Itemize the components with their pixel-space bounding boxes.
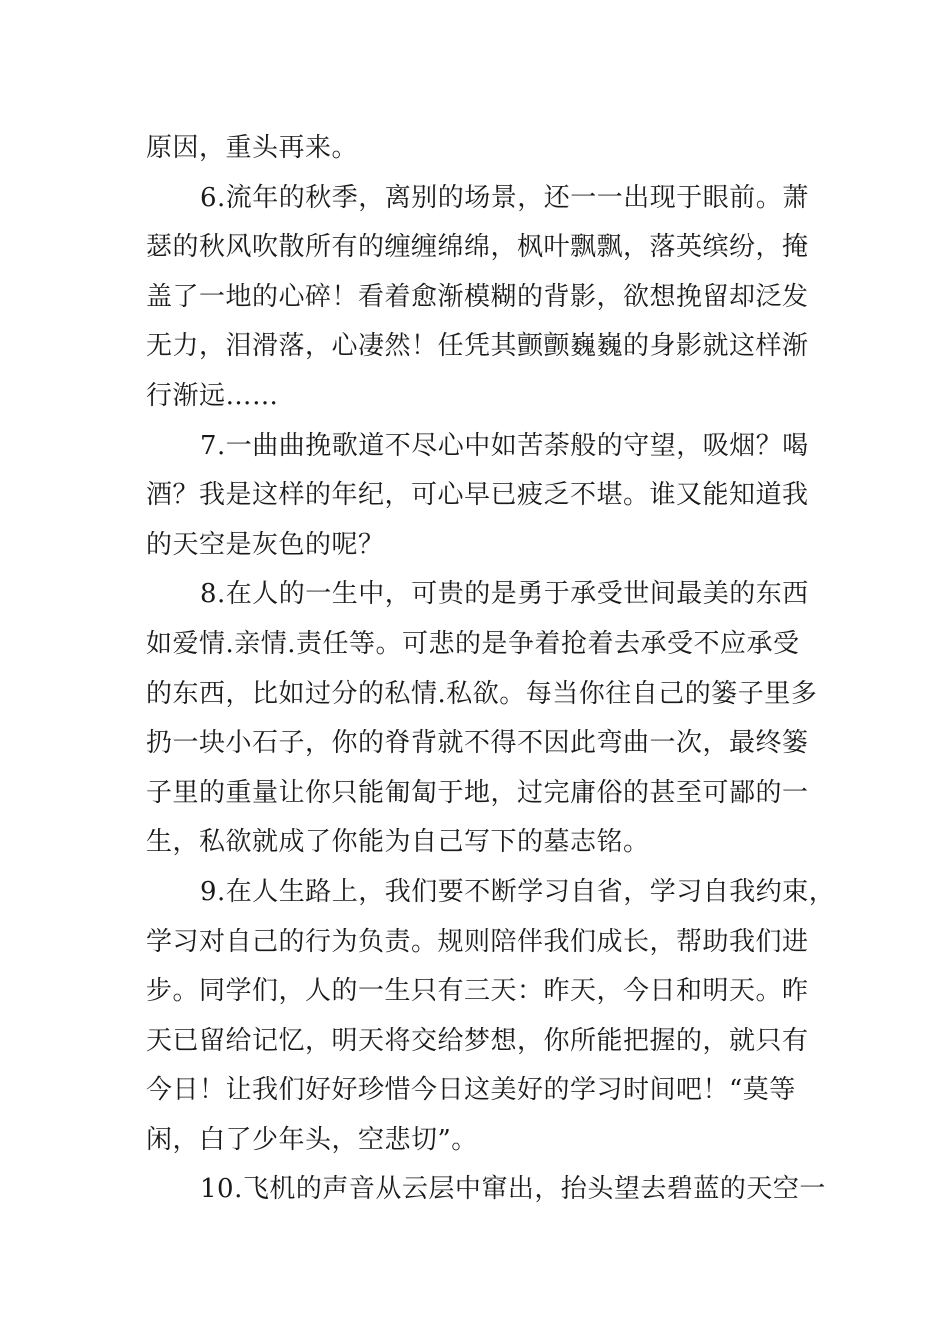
text-line: 无力，泪滑落，心凄然！任凭其颤颤巍巍的身影就这样渐 bbox=[146, 331, 809, 362]
text-line: 的东西，比如过分的私情.私欲。每当你往自己的篓子里多 bbox=[146, 678, 818, 709]
text-line: 今日！让我们好好珍惜今日这美好的学习时间吧！“莫等 bbox=[146, 1075, 796, 1106]
text-line: 行渐远…… bbox=[146, 380, 279, 411]
paragraph-6 bbox=[146, 174, 809, 422]
document-body bbox=[146, 124, 836, 1215]
text-line: 10.飞机的声音从云层中窜出，抬头望去碧蓝的天空一 bbox=[200, 1174, 826, 1205]
paragraph-5-continuation bbox=[146, 124, 806, 174]
text-line: 9.在人生路上，我们要不断学习自省，学习自我约束， bbox=[200, 876, 836, 907]
paragraph-10 bbox=[146, 1165, 826, 1215]
text-line: 原因，重头再来。 bbox=[146, 133, 359, 163]
text-line: 生，私欲就成了你能为自己写下的墓志铭。 bbox=[146, 827, 650, 858]
text-line: 7.一曲曲挽歌道不尽心中如苦荼般的守望，吸烟？喝 bbox=[200, 430, 809, 461]
text-line: 子里的重量让你只能匍匐于地，过完庸俗的甚至可鄙的一 bbox=[146, 777, 809, 808]
text-line: 如爱情.亲情.责任等。可悲的是争着抢着去承受不应承受 bbox=[146, 628, 800, 659]
text-line: 步。同学们，人的一生只有三天：昨天，今日和明天。昨 bbox=[146, 976, 809, 1007]
text-line: 扔一块小石子，你的脊背就不得不因此弯曲一次，最终篓 bbox=[146, 728, 809, 759]
paragraph-7 bbox=[146, 422, 809, 571]
text-line: 天已留给记忆，明天将交给梦想，你所能把握的，就只有 bbox=[146, 1025, 809, 1056]
text-line: 6.流年的秋季，离别的场景，还一一出现于眼前。萧 bbox=[200, 182, 809, 213]
text-line: 酒？我是这样的年纪，可心早已疲乏不堪。谁又能知道我 bbox=[146, 480, 809, 511]
text-line: 瑟的秋风吹散所有的缠缠绵绵，枫叶飘飘，落英缤纷，掩 bbox=[146, 232, 809, 263]
text-line: 8.在人的一生中，可贵的是勇于承受世间最美的东西 bbox=[200, 579, 809, 610]
text-line: 学习对自己的行为负责。规则陪伴我们成长，帮助我们进 bbox=[146, 926, 809, 957]
text-line: 闲，白了少年头，空悲切”。 bbox=[146, 1124, 478, 1155]
text-line: 盖了一地的心碎！看着愈渐模糊的背影，欲想挽留却泛发 bbox=[146, 281, 809, 312]
paragraph-9 bbox=[146, 868, 836, 1166]
paragraph-8 bbox=[146, 570, 818, 868]
text-line: 的天空是灰色的呢？ bbox=[146, 529, 385, 560]
